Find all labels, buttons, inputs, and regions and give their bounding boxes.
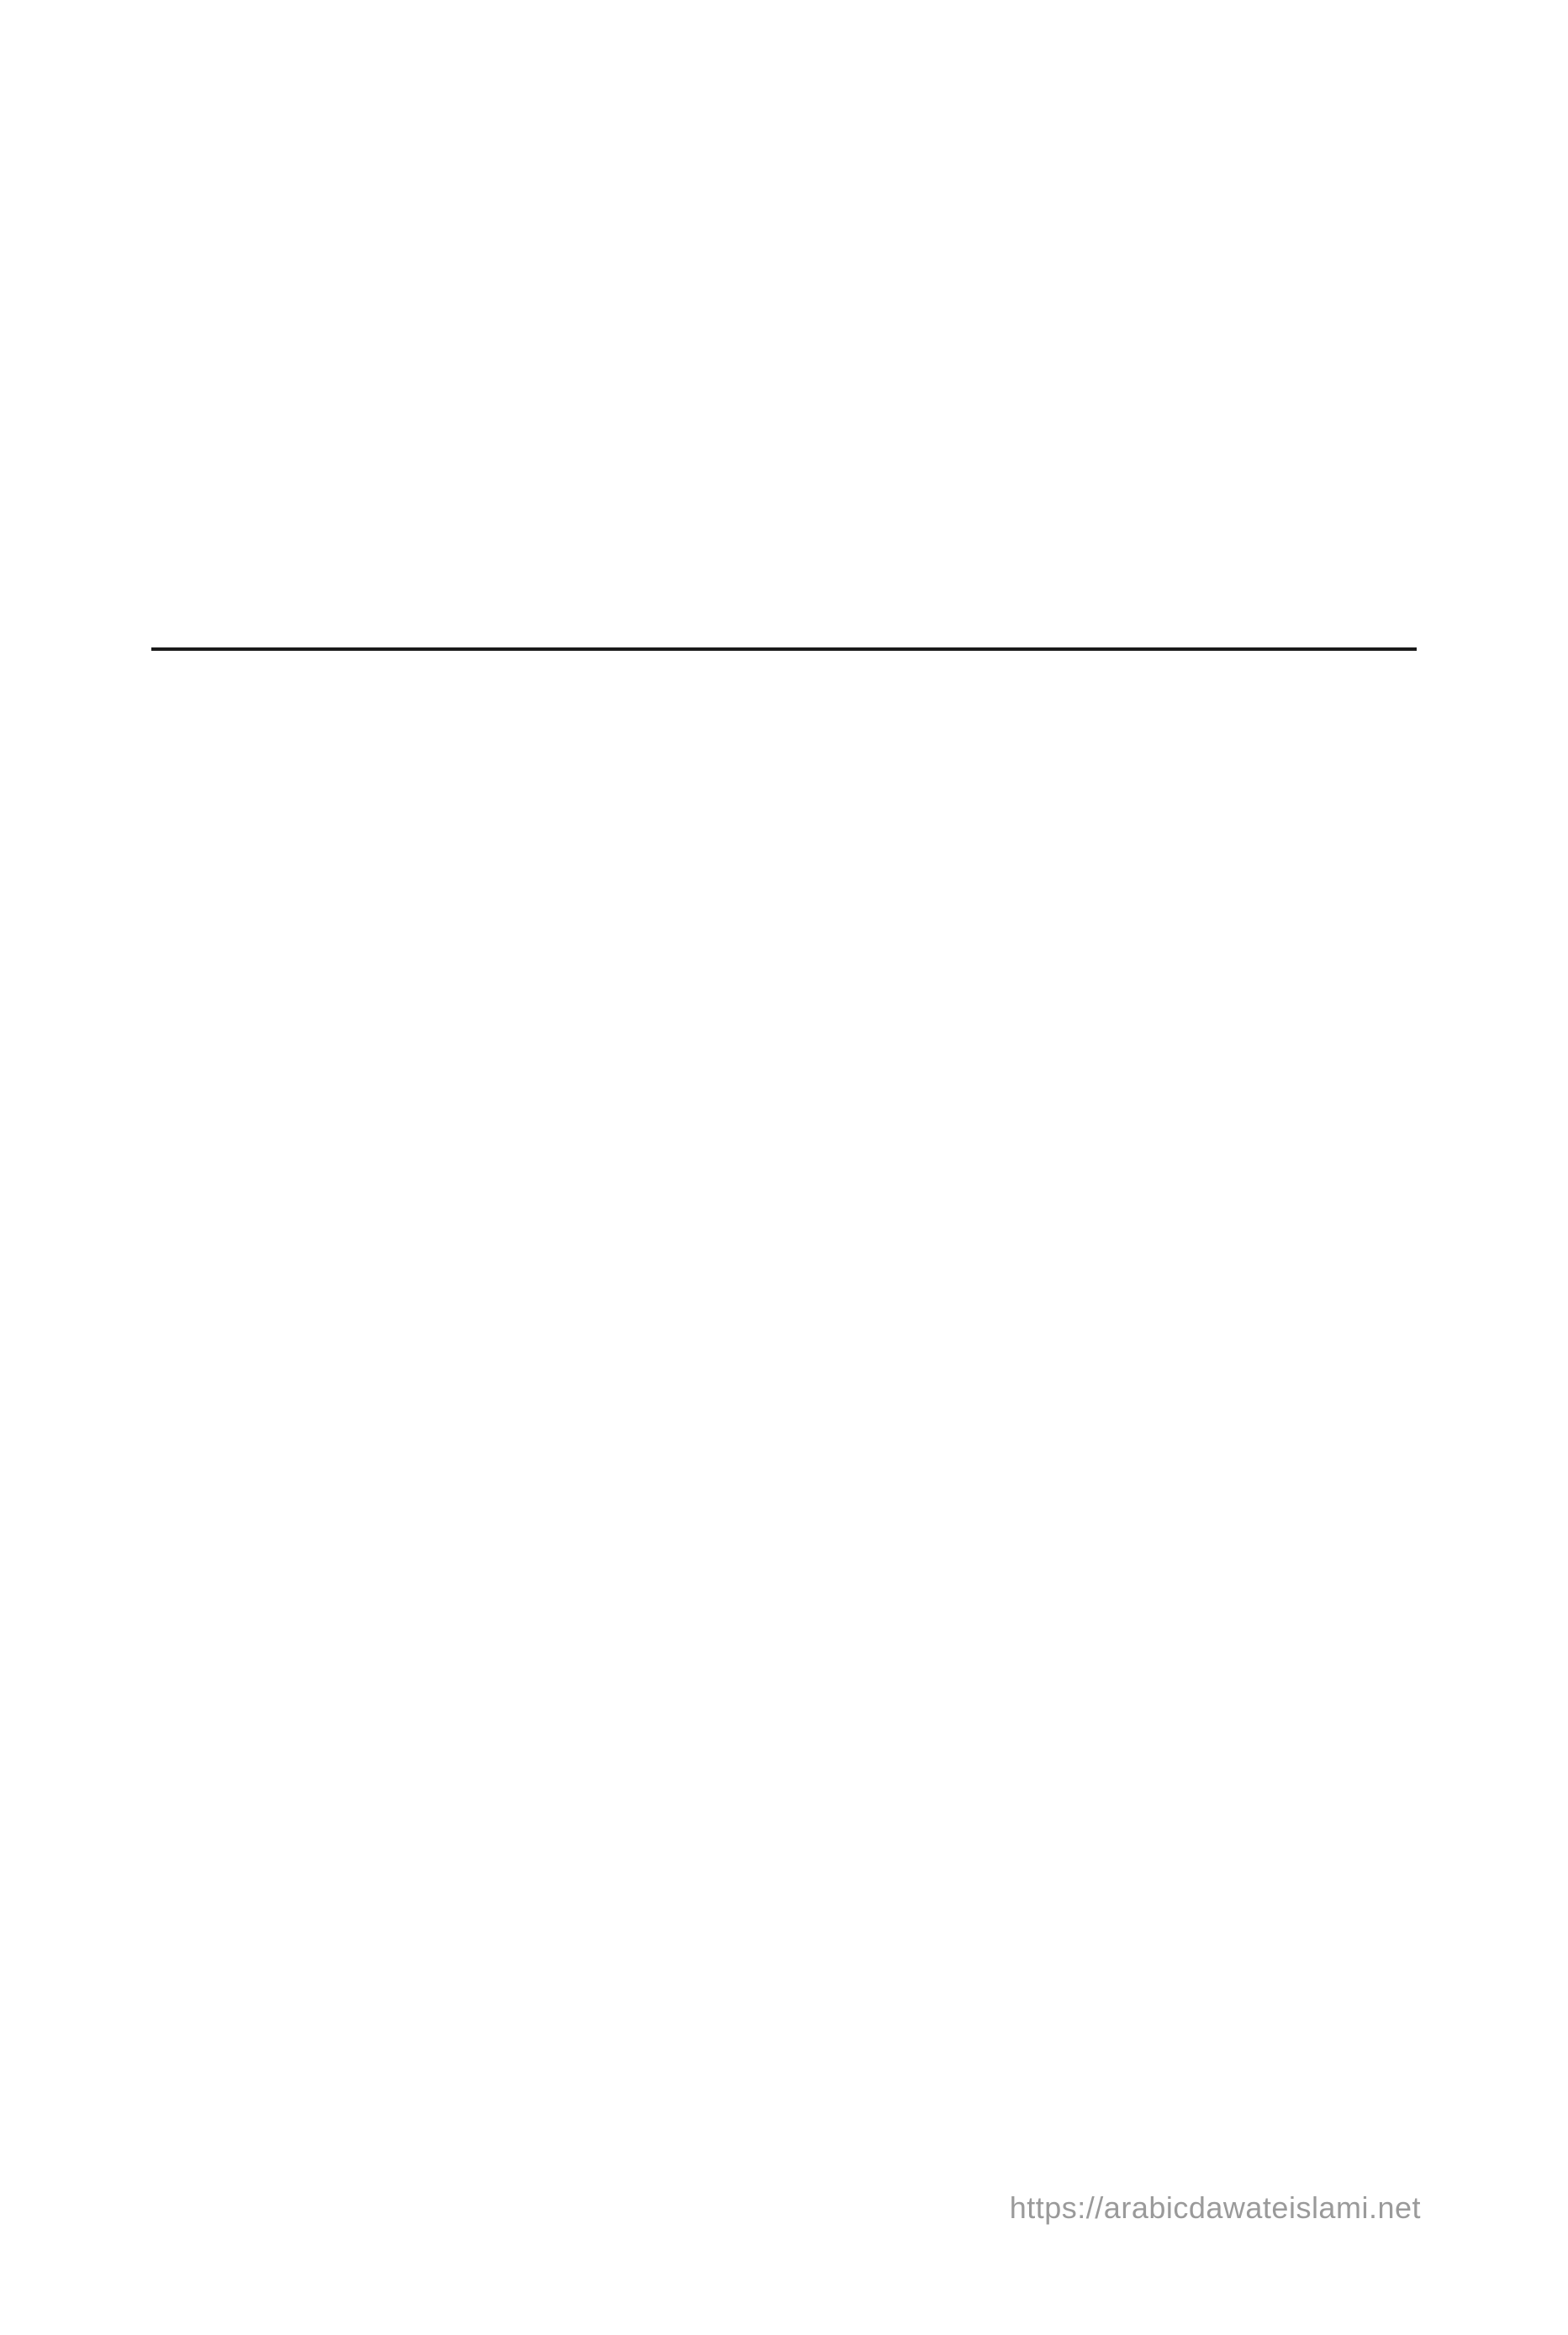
footnote-paragraph-1 bbox=[147, 698, 1421, 802]
footnote-divider bbox=[151, 647, 1417, 651]
footnote-paragraph-2 bbox=[147, 824, 1421, 980]
commentary-section bbox=[147, 698, 1421, 2057]
commentary-paragraph bbox=[147, 1006, 1421, 2031]
watermark-url: https://arabicdawateislami.net bbox=[1009, 2190, 1421, 2225]
running-header bbox=[126, 80, 1425, 139]
